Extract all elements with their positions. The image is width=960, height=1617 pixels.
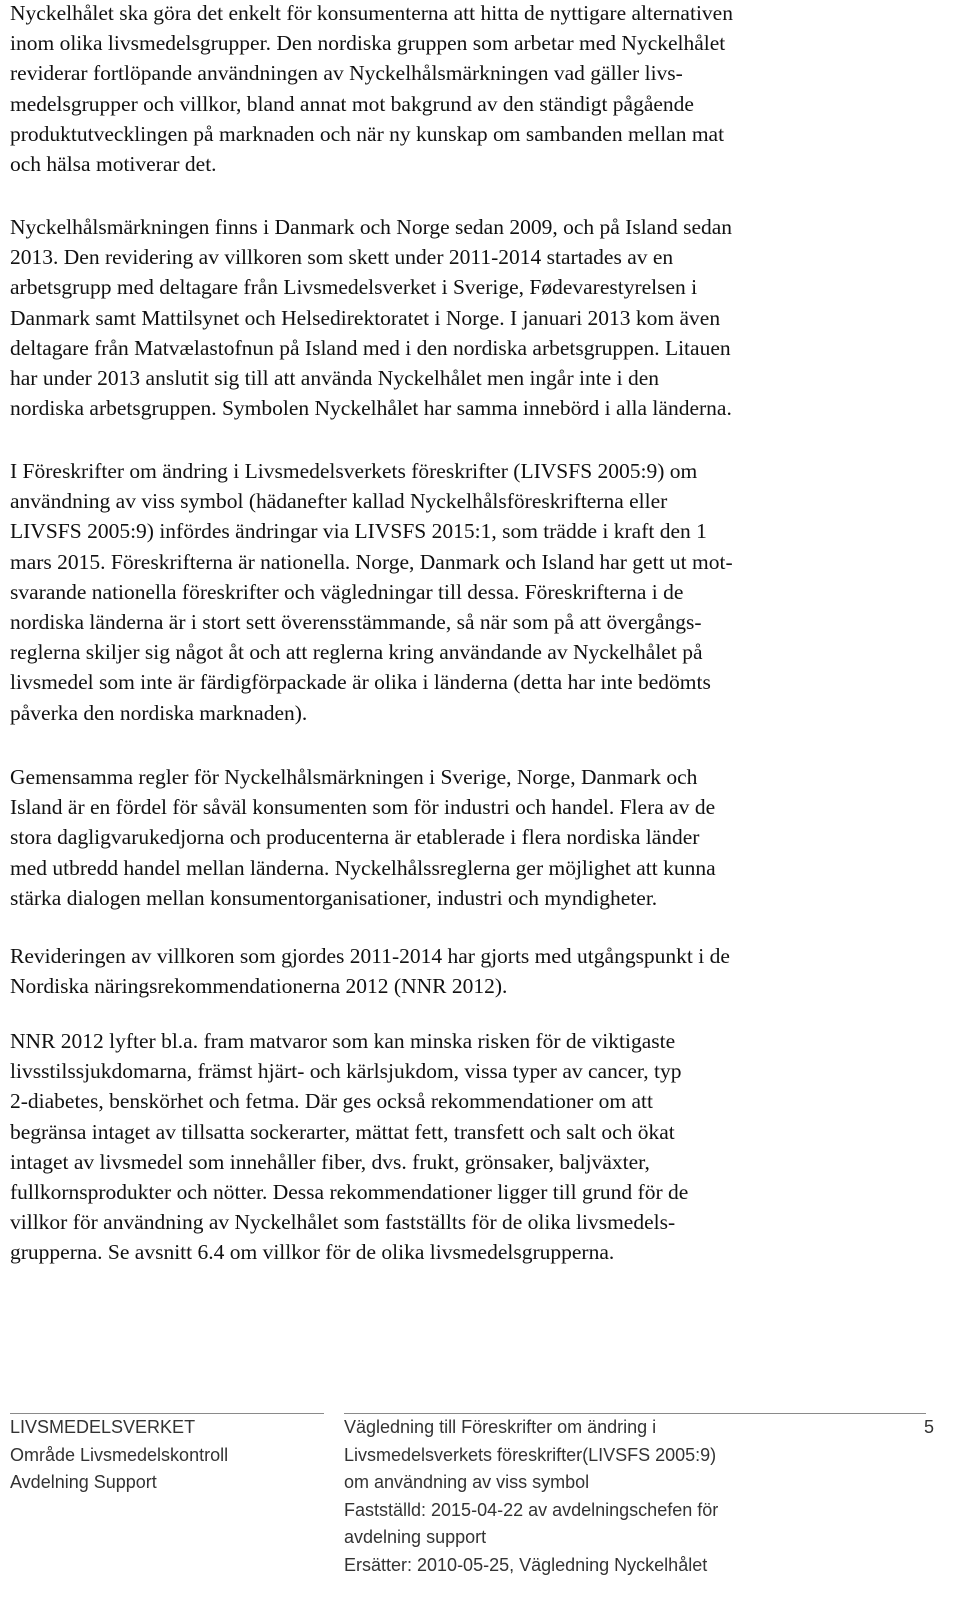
paragraph-revision-basis: Revideringen av villkoren som gjordes 2011-2014 har gjorts med utgångspunkt i de Nordiska näringsrekommendationerna 2012 (NNR 2012).	[10, 944, 730, 999]
footer-organization: LIVSMEDELSVERKET Område Livsmedelskontroll Avdelning Support	[10, 1417, 229, 1492]
paragraph-nyckelhalet-purpose: Nyckelhålet ska göra det enkelt för konsumenterna att hitta de nyttigare alternativen inom olika livsmedelsgrupper. Den nordiska gruppen som arbetar med Nyckelhålet reviderar fortlöpande användningen av Nyckelhålsmärkningen vad gäller livs- medelsgrupper och villkor, bland annat mot bakgrund av den ständigt pågående produktutvecklingen på marknaden och när ny kunskap om sambanden mellan mat och hälsa motiverar det.	[10, 1, 733, 177]
paragraph-nnr-2012: NNR 2012 lyfter bl.a. fram matvaror som kan minska risken för de viktigaste livsstilssjukdomarna, främst hjärt- och kärlsjukdom, vissa typer av cancer, typ 2-diabetes, benskörhet och fetma. Där ges också rekommendationer om att begränsa intaget av tillsatta sockerarter, mättat fett, transfett och salt och ökat intaget av livsmedel som innehåller fiber, dvs. frukt, grönsaker, baljväxter, fullkornsprodukter och nötter. Dessa rekommendationer ligger till grund för de villkor för användning av Nyckelhålet som fastställts för de olika livsmedels- grupperna. Se avsnitt 6.4 om villkor för de olika livsmedelsgrupperna.	[10, 1029, 689, 1265]
paragraph-foreskrifter: I Föreskrifter om ändring i Livsmedelsverkets föreskrifter (LIVSFS 2005:9) om användning av viss symbol (hädanefter kallad Nyckelhålsföreskrifterna eller LIVSFS 2005:9) infördes ändringar via LIVSFS 2015:1, som trädde i kraft den 1 mars 2015. Föreskrifterna är nationella. Norge, Danmark och Island har gett ut mot- svarande nationella föreskrifter och vägledningar till dessa. Föreskrifterna i de nordiska länderna är i stort sett överensstämmande, så när som på att övergångs- reglerna skiljer sig något åt och att reglerna kring användande av Nyckelhålet på livsmedel som inte är färdigförpackade är olika i länderna (detta har inte bedömts påverka den nordiska marknaden).	[10, 459, 733, 725]
paragraph-common-rules: Gemensamma regler för Nyckelhålsmärkningen i Sverige, Norge, Danmark och Island är en fördel för såväl konsumenten som för industri och handel. Flera av de stora dagligvarukedjorna och producenterna är etablerade i flera nordiska länder med utbredd handel mellan länderna. Nyckelhålssreglerna ger möjlighet att kunna stärka dialogen mellan konsumentorganisationer, industri och myndigheter.	[10, 765, 716, 910]
paragraph-nordic-countries: Nyckelhålsmärkningen finns i Danmark och Norge sedan 2009, och på Island sedan 2013. Den revidering av villkoren som skett under 2011-2014 startades av en arbetsgrupp med deltagare från Livsmedelsverket i Sverige, Fødevarestyrelsen i Danmark samt Mattilsynet och Helsedirektoratet i Norge. I januari 2013 kom även deltagare från Matvælastofnun på Island med i den nordiska arbetsgruppen. Litauen har under 2013 anslutit sig till att använda Nyckelhålet men ingår inte i den nordiska arbetsgruppen. Symbolen Nyckelhålet har samma innebörd i alla länderna.	[10, 215, 733, 421]
footer-document-info: Vägledning till Föreskrifter om ändring i Livsmedelsverkets föreskrifter(LIVSFS 2005:9) om användning av viss symbol Fastställd: 2015-04-22 av avdelningschefen för avdelning support Ersätter: 2010-05-25, Vägledning Nyckelhålet	[344, 1417, 719, 1575]
page-number: 5	[923, 1417, 934, 1437]
